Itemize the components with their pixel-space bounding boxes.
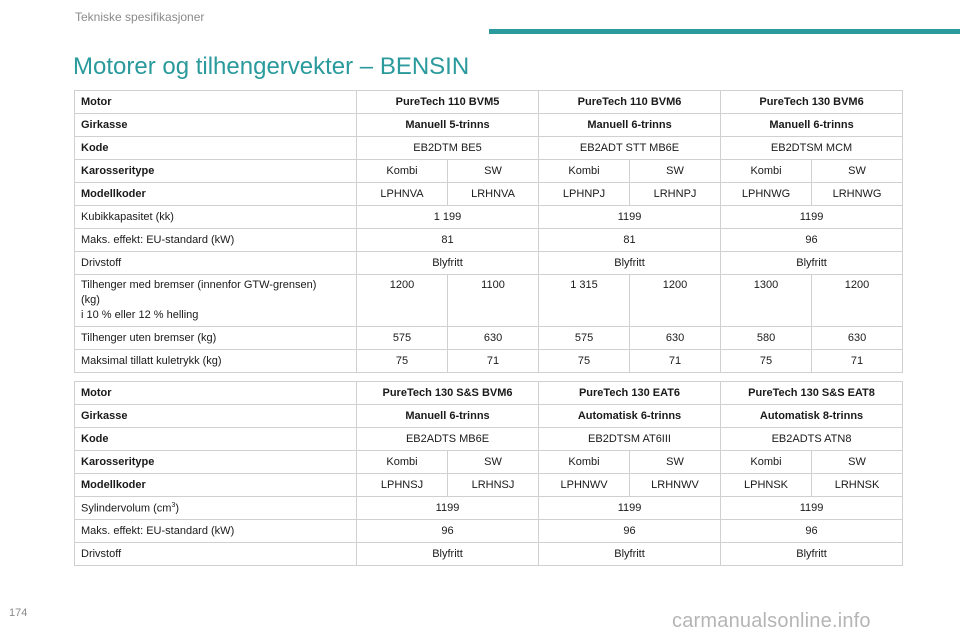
table-cell: LPHNWG — [721, 183, 812, 206]
table-cell: LPHNVA — [357, 183, 448, 206]
table-row-sylindervolum — [75, 497, 903, 520]
table-cell: 630 — [812, 327, 903, 350]
table-cell: Blyfritt — [539, 543, 721, 566]
table-cell: EB2ADT STT MB6E — [539, 137, 721, 160]
table-row-kode — [75, 428, 903, 451]
table-cell: Kombi — [357, 160, 448, 183]
row-label: Maksimal tillatt kuletrykk (kg) — [75, 350, 357, 373]
page-number: 174 — [9, 607, 28, 619]
row-label: Kode — [75, 428, 357, 451]
table-cell: 81 — [539, 229, 721, 252]
table-row-effekt — [75, 229, 903, 252]
row-label — [75, 275, 357, 327]
label-line: Tilhenger med bremser (innenfor GTW-grensen) — [81, 279, 317, 291]
table-cell: PureTech 110 BVM6 — [539, 91, 721, 114]
table-cell: Kombi — [721, 160, 812, 183]
table-row-tilhenger-med-bremser — [75, 275, 903, 327]
table-cell: Blyfritt — [539, 252, 721, 275]
row-label: Motor — [75, 91, 357, 114]
table-cell: 1200 — [357, 275, 448, 327]
table-cell: SW — [448, 160, 539, 183]
table-cell: 1300 — [721, 275, 812, 327]
table-cell: LRHNSK — [812, 474, 903, 497]
table-cell: EB2ADTS MB6E — [357, 428, 539, 451]
table-cell: Manuell 6-trinns — [721, 114, 903, 137]
spec-table-1 — [74, 90, 903, 373]
table-cell: Kombi — [539, 451, 630, 474]
label-line: i 10 % eller 12 % helling — [81, 309, 199, 321]
table-row-modellkoder — [75, 474, 903, 497]
table-cell: Blyfritt — [357, 252, 539, 275]
table-cell: 630 — [448, 327, 539, 350]
row-label: Motor — [75, 382, 357, 405]
table-cell: LPHNSK — [721, 474, 812, 497]
row-label: Maks. effekt: EU-standard (kW) — [75, 520, 357, 543]
table-cell: 96 — [721, 229, 903, 252]
table-cell: SW — [630, 451, 721, 474]
table-cell: LPHNSJ — [357, 474, 448, 497]
table-cell: Automatisk 8-trinns — [721, 405, 903, 428]
table-cell: Blyfritt — [721, 543, 903, 566]
table-cell: 96 — [357, 520, 539, 543]
table-cell: 1199 — [721, 497, 903, 520]
table-cell: 1199 — [721, 206, 903, 229]
label-text: Sylindervolum (cm — [81, 502, 172, 515]
table-cell: EB2DTM BE5 — [357, 137, 539, 160]
table-row-karosseritype — [75, 451, 903, 474]
row-label: Modellkoder — [75, 474, 357, 497]
table-cell: SW — [448, 451, 539, 474]
table-cell: LPHNWV — [539, 474, 630, 497]
table-cell: SW — [812, 160, 903, 183]
table-cell: EB2DTSM AT6III — [539, 428, 721, 451]
table-cell: Kombi — [357, 451, 448, 474]
table-cell: 575 — [539, 327, 630, 350]
table-cell: EB2DTSM MCM — [721, 137, 903, 160]
table-cell: 75 — [539, 350, 630, 373]
table-row-kode — [75, 137, 903, 160]
table-cell: 1199 — [539, 497, 721, 520]
table-row-effekt — [75, 520, 903, 543]
table-cell: LRHNPJ — [630, 183, 721, 206]
table-cell: SW — [812, 451, 903, 474]
table-cell: 96 — [721, 520, 903, 543]
table-cell: 1200 — [630, 275, 721, 327]
page-title: Motorer og tilhengervekter – BENSIN — [73, 53, 470, 80]
table-cell: 71 — [448, 350, 539, 373]
label-line: (kg) — [81, 294, 100, 306]
table-cell: 71 — [812, 350, 903, 373]
table-cell: Manuell 6-trinns — [539, 114, 721, 137]
table-cell: LRHNWG — [812, 183, 903, 206]
row-label: Drivstoff — [75, 252, 357, 275]
row-label: Modellkoder — [75, 183, 357, 206]
table-cell: 630 — [630, 327, 721, 350]
row-label: Kubikkapasitet (kk) — [75, 206, 357, 229]
table-cell: 580 — [721, 327, 812, 350]
table-row-motor — [75, 382, 903, 405]
label-text: ) — [175, 502, 180, 515]
table-row-kuletrykk — [75, 350, 903, 373]
table-cell: PureTech 130 S&S BVM6 — [357, 382, 539, 405]
row-label: Girkasse — [75, 114, 357, 137]
table-cell: 75 — [721, 350, 812, 373]
row-label: Girkasse — [75, 405, 357, 428]
table-cell: PureTech 130 EAT6 — [539, 382, 721, 405]
table-cell: LRHNWV — [630, 474, 721, 497]
table-cell: 1 315 — [539, 275, 630, 327]
table-cell: LRHNSJ — [448, 474, 539, 497]
header-accent-bar — [489, 29, 960, 34]
row-label: Karosseritype — [75, 451, 357, 474]
table-cell: 81 — [357, 229, 539, 252]
table-cell: EB2ADTS ATN8 — [721, 428, 903, 451]
row-label: Karosseritype — [75, 160, 357, 183]
table-cell: 575 — [357, 327, 448, 350]
table-cell: Blyfritt — [721, 252, 903, 275]
section-header: Tekniske spesifikasjoner — [75, 10, 205, 24]
table-cell: LRHNVA — [448, 183, 539, 206]
table-row-karosseritype — [75, 160, 903, 183]
table-cell: Manuell 6-trinns — [357, 405, 539, 428]
table-row-modellkoder — [75, 183, 903, 206]
table-cell: PureTech 130 BVM6 — [721, 91, 903, 114]
row-label — [75, 497, 357, 520]
row-label: Maks. effekt: EU-standard (kW) — [75, 229, 357, 252]
table-cell: Kombi — [539, 160, 630, 183]
table-cell: LPHNPJ — [539, 183, 630, 206]
table-row-motor — [75, 91, 903, 114]
table-cell: Manuell 5-trinns — [357, 114, 539, 137]
table-cell: 1 199 — [357, 206, 539, 229]
table-cell: SW — [630, 160, 721, 183]
table-cell: Automatisk 6-trinns — [539, 405, 721, 428]
row-label: Kode — [75, 137, 357, 160]
spec-table-2 — [74, 381, 903, 566]
table-row-girkasse — [75, 405, 903, 428]
table-cell: 1199 — [357, 497, 539, 520]
table-cell: 75 — [357, 350, 448, 373]
table-cell: 1100 — [448, 275, 539, 327]
table-cell: PureTech 110 BVM5 — [357, 91, 539, 114]
watermark: carmanualsonline.info — [672, 610, 871, 632]
table-row-tilhenger-uten-bremser — [75, 327, 903, 350]
table-row-girkasse — [75, 114, 903, 137]
label-superscript: 3 — [171, 501, 176, 509]
row-label: Tilhenger uten bremser (kg) — [75, 327, 357, 350]
table-cell: 71 — [630, 350, 721, 373]
table-cell: Kombi — [721, 451, 812, 474]
table-cell: 1199 — [539, 206, 721, 229]
table-row-kubikkapasitet — [75, 206, 903, 229]
table-row-drivstoff — [75, 543, 903, 566]
table-cell: PureTech 130 S&S EAT8 — [721, 382, 903, 405]
table-cell: Blyfritt — [357, 543, 539, 566]
table-cell: 96 — [539, 520, 721, 543]
row-label: Drivstoff — [75, 543, 357, 566]
table-cell: 1200 — [812, 275, 903, 327]
table-row-drivstoff — [75, 252, 903, 275]
